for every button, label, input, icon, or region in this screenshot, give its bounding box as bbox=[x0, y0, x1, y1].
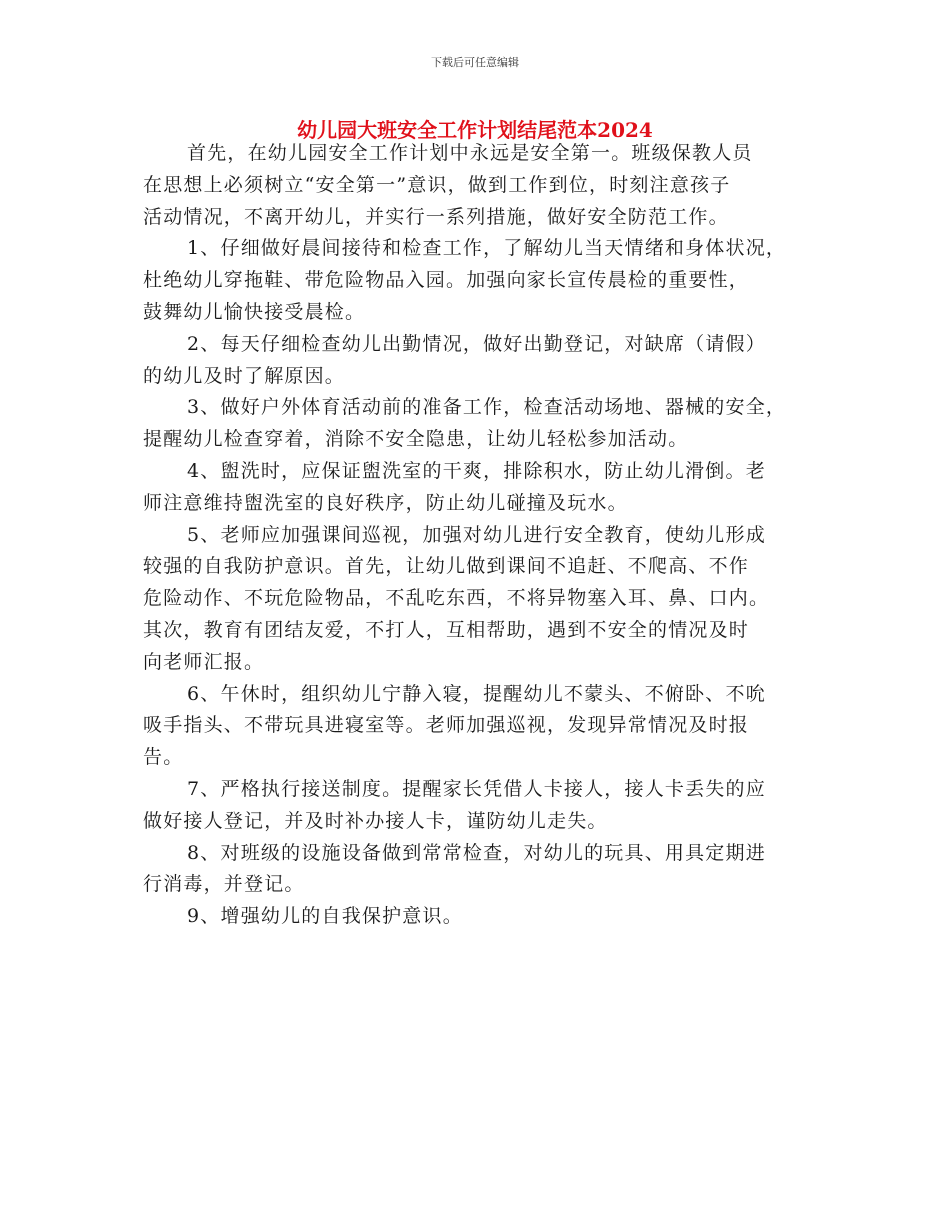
paragraph-line: 向老师汇报。 bbox=[143, 650, 265, 673]
paragraph-line: 2、每天仔细检查幼儿出勤情况，做好出勤登记，对缺席（请假） bbox=[187, 332, 766, 355]
paragraph bbox=[143, 838, 823, 902]
paragraph-line: 吸手指头、不带玩具进寝室等。老师加强巡视，发现异常情况及时报 bbox=[143, 714, 750, 737]
paragraph bbox=[143, 329, 823, 393]
paragraph-line: 的幼儿及时了解原因。 bbox=[143, 364, 346, 387]
paragraph-line: 其次，教育有团结友爱，不打人，互相帮助，遇到不安全的情况及时 bbox=[143, 618, 750, 641]
paragraph bbox=[143, 774, 823, 838]
header-note: 下载后可任意编辑 bbox=[431, 56, 519, 69]
paragraph bbox=[143, 679, 823, 774]
paragraph bbox=[143, 901, 823, 933]
paragraph-line: 危险动作、不玩危险物品，不乱吃东西，不将异物塞入耳、鼻、口内。 bbox=[143, 587, 770, 610]
paragraph-line: 1、仔细做好晨间接待和检查工作，了解幼儿当天情绪和身体状况， bbox=[187, 237, 787, 260]
paragraph bbox=[143, 520, 823, 679]
paragraph-line: 师注意维持盥洗室的良好秩序，防止幼儿碰撞及玩水。 bbox=[143, 491, 628, 514]
paragraph-line: 4、盥洗时，应保证盥洗室的干爽，排除积水，防止幼儿滑倒。老 bbox=[187, 459, 766, 482]
paragraph bbox=[143, 138, 823, 233]
paragraph-line: 杜绝幼儿穿拖鞋、带危险物品入园。加强向家长宣传晨检的重要性， bbox=[143, 269, 750, 292]
paragraph-line: 鼓舞幼儿愉快接受晨检。 bbox=[143, 300, 366, 323]
paragraph-line: 做好接人登记，并及时补办接人卡，谨防幼儿走失。 bbox=[143, 809, 608, 832]
paragraph-line: 5、老师应加强课间巡视，加强对幼儿进行安全教育，使幼儿形成 bbox=[187, 523, 766, 546]
paragraph-line: 活动情况，不离开幼儿，并实行一系列措施，做好安全防范工作。 bbox=[143, 205, 729, 228]
paragraph-line: 3、做好户外体育活动前的准备工作，检查活动场地、器械的安全， bbox=[187, 396, 787, 419]
paragraph bbox=[143, 233, 823, 328]
paragraph-line: 告。 bbox=[143, 746, 184, 769]
paragraph bbox=[143, 392, 823, 456]
paragraph-line: 9、增强幼儿的自我保护意识。 bbox=[187, 905, 463, 928]
paragraph-line: 8、对班级的设施设备做到常常检查，对幼儿的玩具、用具定期进 bbox=[187, 841, 766, 864]
paragraph-line: 提醒幼儿检查穿着，消除不安全隐患，让幼儿轻松参加活动。 bbox=[143, 428, 689, 451]
paragraph-line: 6、午休时，组织幼儿宁静入寝，提醒幼儿不蒙头、不俯卧、不吮 bbox=[187, 682, 766, 705]
paragraph-line: 较强的自我防护意识。首先，让幼儿做到课间不追赶、不爬高、不作 bbox=[143, 555, 750, 578]
paragraph-line: 首先，在幼儿园安全工作计划中永远是安全第一。班级保教人员 bbox=[187, 142, 753, 164]
document-body bbox=[143, 138, 823, 933]
paragraph bbox=[143, 456, 823, 520]
paragraph-line: 在思想上必须树立“安全第一”意识，做到工作到位，时刻注意孩子 bbox=[143, 173, 731, 196]
paragraph-line: 7、严格执行接送制度。提醒家长凭借人卡接人，接人卡丢失的应 bbox=[187, 777, 766, 800]
paragraph-line: 行消毒，并登记。 bbox=[143, 873, 305, 896]
document-title: 幼儿园大班安全工作计划结尾范本2024 bbox=[297, 118, 653, 142]
